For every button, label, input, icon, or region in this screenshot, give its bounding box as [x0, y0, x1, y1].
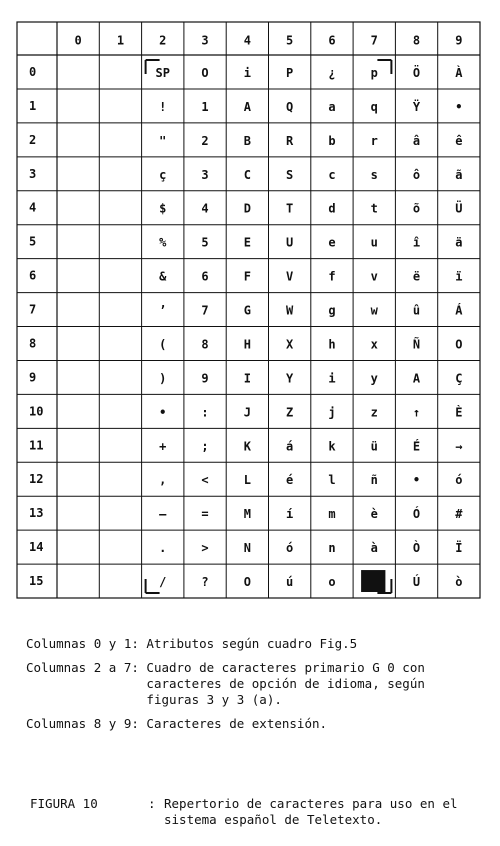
character-cell: ô: [412, 167, 421, 182]
row-header: 6: [29, 268, 37, 283]
character-cell: Z: [286, 405, 294, 420]
character-cell: U: [286, 235, 294, 250]
character-cell: í: [286, 507, 294, 522]
delete-block-glyph: [361, 570, 385, 592]
character-cell: 5: [201, 235, 209, 250]
character-cell: 1: [201, 99, 209, 114]
figure-label: FIGURA 10: [30, 796, 98, 811]
note-columns-2-7: [26, 660, 496, 708]
row-header: 1: [29, 98, 37, 113]
character-cell: õ: [412, 201, 421, 216]
character-cell: J: [243, 405, 251, 420]
character-cell: Ï: [455, 541, 463, 556]
character-cell: s: [370, 167, 378, 182]
character-cell: é: [286, 473, 294, 488]
figure-caption: Repertorio de caracteres para uso en el sistema español de Teletexto.: [164, 796, 458, 827]
character-cell: =: [201, 507, 209, 522]
character-cell: •: [159, 405, 167, 420]
character-cell: >: [201, 541, 209, 556]
note-label: Columnas 2 a 7:: [26, 660, 147, 675]
character-cell: P: [286, 65, 294, 80]
character-cell: A: [412, 371, 421, 386]
character-cell: M: [243, 507, 251, 522]
column-header: 2: [159, 33, 167, 48]
character-cell: u: [370, 235, 378, 250]
character-cell: Ñ: [412, 337, 421, 352]
character-cell: p: [370, 65, 378, 80]
row-header: 8: [29, 336, 37, 351]
row-header: 11: [29, 438, 44, 453]
character-cell: x: [370, 337, 378, 352]
character-cell: ä: [455, 235, 463, 250]
character-cell: •: [412, 473, 421, 488]
character-cell: H: [243, 337, 251, 352]
note-text: Caracteres de extensión.: [146, 716, 328, 731]
character-cell: a: [328, 99, 336, 114]
character-cell: m: [328, 507, 336, 522]
character-cell: O: [455, 337, 463, 352]
note-text: Atributos según cuadro Fig.5: [146, 636, 358, 651]
character-cell: R: [286, 133, 294, 148]
note-text: Cuadro de caracteres primario G 0 con caracteres de opción de idioma, según figuras 3 y 3 (a).: [146, 660, 425, 707]
character-cell: 2: [201, 133, 209, 148]
character-cell: r: [370, 133, 378, 148]
character-cell: #: [455, 507, 463, 522]
note-label: Columnas 0 y 1:: [26, 636, 147, 651]
character-cell: C: [243, 167, 251, 182]
character-cell: i: [328, 371, 336, 386]
row-header: 3: [29, 166, 37, 181]
character-cell: •: [455, 99, 463, 114]
character-cell: Ÿ: [412, 99, 421, 114]
character-cell: w: [370, 303, 378, 318]
character-cell: +: [159, 439, 167, 454]
notes: [26, 636, 496, 740]
character-cell: <: [201, 473, 209, 488]
row-header: 9: [29, 370, 37, 385]
character-cell: ): [159, 371, 167, 386]
character-cell: ü: [370, 439, 378, 454]
character-cell: 4: [201, 201, 209, 216]
character-cell: .: [159, 541, 167, 556]
character-cell: É: [412, 439, 421, 454]
character-cell: v: [370, 269, 378, 284]
character-cell: X: [286, 337, 294, 352]
column-header: 1: [116, 33, 125, 48]
character-cell: ó: [286, 541, 294, 556]
character-cell: L: [243, 473, 251, 488]
character-cell: q: [370, 99, 378, 114]
character-cell: î: [412, 235, 421, 250]
row-header: 7: [29, 302, 37, 317]
character-cell: O: [201, 65, 209, 80]
column-header: 9: [455, 33, 463, 48]
character-cell: Q: [286, 99, 294, 114]
row-header: 12: [29, 472, 44, 487]
row-header: 13: [29, 506, 44, 521]
row-header: 10: [29, 404, 44, 419]
character-cell: ;: [201, 439, 209, 454]
character-cell: Ó: [412, 507, 421, 522]
character-cell: 6: [201, 269, 209, 284]
column-header: 8: [412, 33, 421, 48]
character-cell: S: [286, 167, 294, 182]
character-cell: (: [159, 337, 167, 352]
note-columns-8-9: [26, 716, 496, 732]
character-cell: à: [370, 541, 378, 556]
column-header: 0: [74, 33, 82, 48]
character-cell: ?: [201, 575, 209, 590]
character-cell: ó: [455, 473, 463, 488]
figure-caption-block: [30, 796, 496, 828]
character-cell: c: [328, 167, 336, 182]
note-label: Columnas 8 y 9:: [26, 716, 147, 731]
character-cell: ú: [286, 575, 294, 590]
character-cell: 9: [201, 371, 209, 386]
character-cell: ò: [455, 575, 463, 590]
note-columns-0-1: [26, 636, 496, 652]
character-cell: –: [159, 507, 167, 522]
character-cell: Á: [455, 303, 463, 318]
character-cell: ʼ: [159, 303, 167, 318]
character-cell: F: [243, 269, 251, 284]
character-cell: V: [286, 269, 294, 284]
character-cell: ã: [455, 167, 463, 182]
character-cell: 8: [201, 337, 209, 352]
character-cell: Ö: [412, 65, 421, 80]
character-cell: &: [159, 269, 167, 284]
character-cell: è: [370, 507, 378, 522]
character-cell: d: [328, 201, 336, 216]
character-cell: È: [455, 405, 463, 420]
column-header: 6: [328, 33, 336, 48]
character-cell: K: [243, 439, 251, 454]
column-header: 3: [201, 33, 209, 48]
character-cell: ": [159, 133, 167, 148]
row-header: 0: [29, 64, 37, 79]
character-cell: Ç: [455, 371, 463, 386]
character-cell: ¿: [328, 65, 336, 80]
character-cell: y: [370, 371, 378, 386]
row-header: 2: [29, 132, 37, 147]
character-cell: /: [159, 575, 167, 590]
character-cell: ,: [159, 473, 167, 488]
character-cell: â: [412, 133, 421, 148]
character-cell: b: [328, 133, 336, 148]
character-cell: ê: [455, 133, 463, 148]
character-cell: E: [243, 235, 251, 250]
character-cell: B: [243, 133, 251, 148]
character-cell: e: [328, 235, 336, 250]
character-cell: G: [243, 303, 251, 318]
character-cell: á: [286, 439, 294, 454]
character-cell: û: [412, 303, 421, 318]
character-cell: D: [243, 201, 251, 216]
character-cell: 3: [201, 167, 209, 182]
character-cell: W: [286, 303, 294, 318]
figure-separator: :: [148, 796, 156, 811]
character-cell: ï: [455, 269, 463, 284]
character-cell: A: [243, 99, 251, 114]
character-cell: g: [328, 303, 336, 318]
character-cell: Ò: [412, 541, 421, 556]
character-cell: %: [159, 235, 167, 250]
character-cell: O: [243, 575, 251, 590]
character-cell: l: [328, 473, 336, 488]
character-cell: →: [455, 439, 463, 454]
character-cell: 7: [201, 303, 209, 318]
character-cell: :: [201, 405, 209, 420]
column-header: 7: [370, 33, 378, 48]
character-cell: $: [159, 201, 167, 216]
character-cell: i: [243, 65, 251, 80]
row-header: 4: [29, 200, 37, 215]
character-cell: h: [328, 337, 336, 352]
character-cell: ñ: [370, 473, 378, 488]
character-cell: n: [328, 541, 336, 556]
character-cell: N: [243, 541, 251, 556]
row-header: 5: [29, 234, 37, 249]
row-header: 14: [29, 540, 44, 555]
character-cell: À: [455, 65, 463, 80]
character-cell: T: [286, 201, 294, 216]
character-cell: !: [159, 99, 167, 114]
character-cell: ↑: [412, 405, 421, 420]
character-cell: ë: [412, 269, 421, 284]
character-cell: ç: [159, 167, 167, 182]
character-cell: I: [243, 371, 251, 386]
character-cell: Y: [286, 371, 294, 386]
character-cell: k: [328, 439, 336, 454]
column-header: 5: [286, 33, 294, 48]
character-cell: Ú: [412, 575, 421, 590]
column-header: 4: [243, 33, 251, 48]
character-cell: f: [328, 269, 336, 284]
character-cell: z: [370, 405, 378, 420]
character-cell: t: [370, 201, 378, 216]
character-cell: Ü: [455, 201, 463, 216]
character-cell: SP: [155, 65, 170, 80]
character-cell: j: [328, 405, 336, 420]
character-cell: o: [328, 575, 336, 590]
row-header: 15: [29, 574, 44, 589]
